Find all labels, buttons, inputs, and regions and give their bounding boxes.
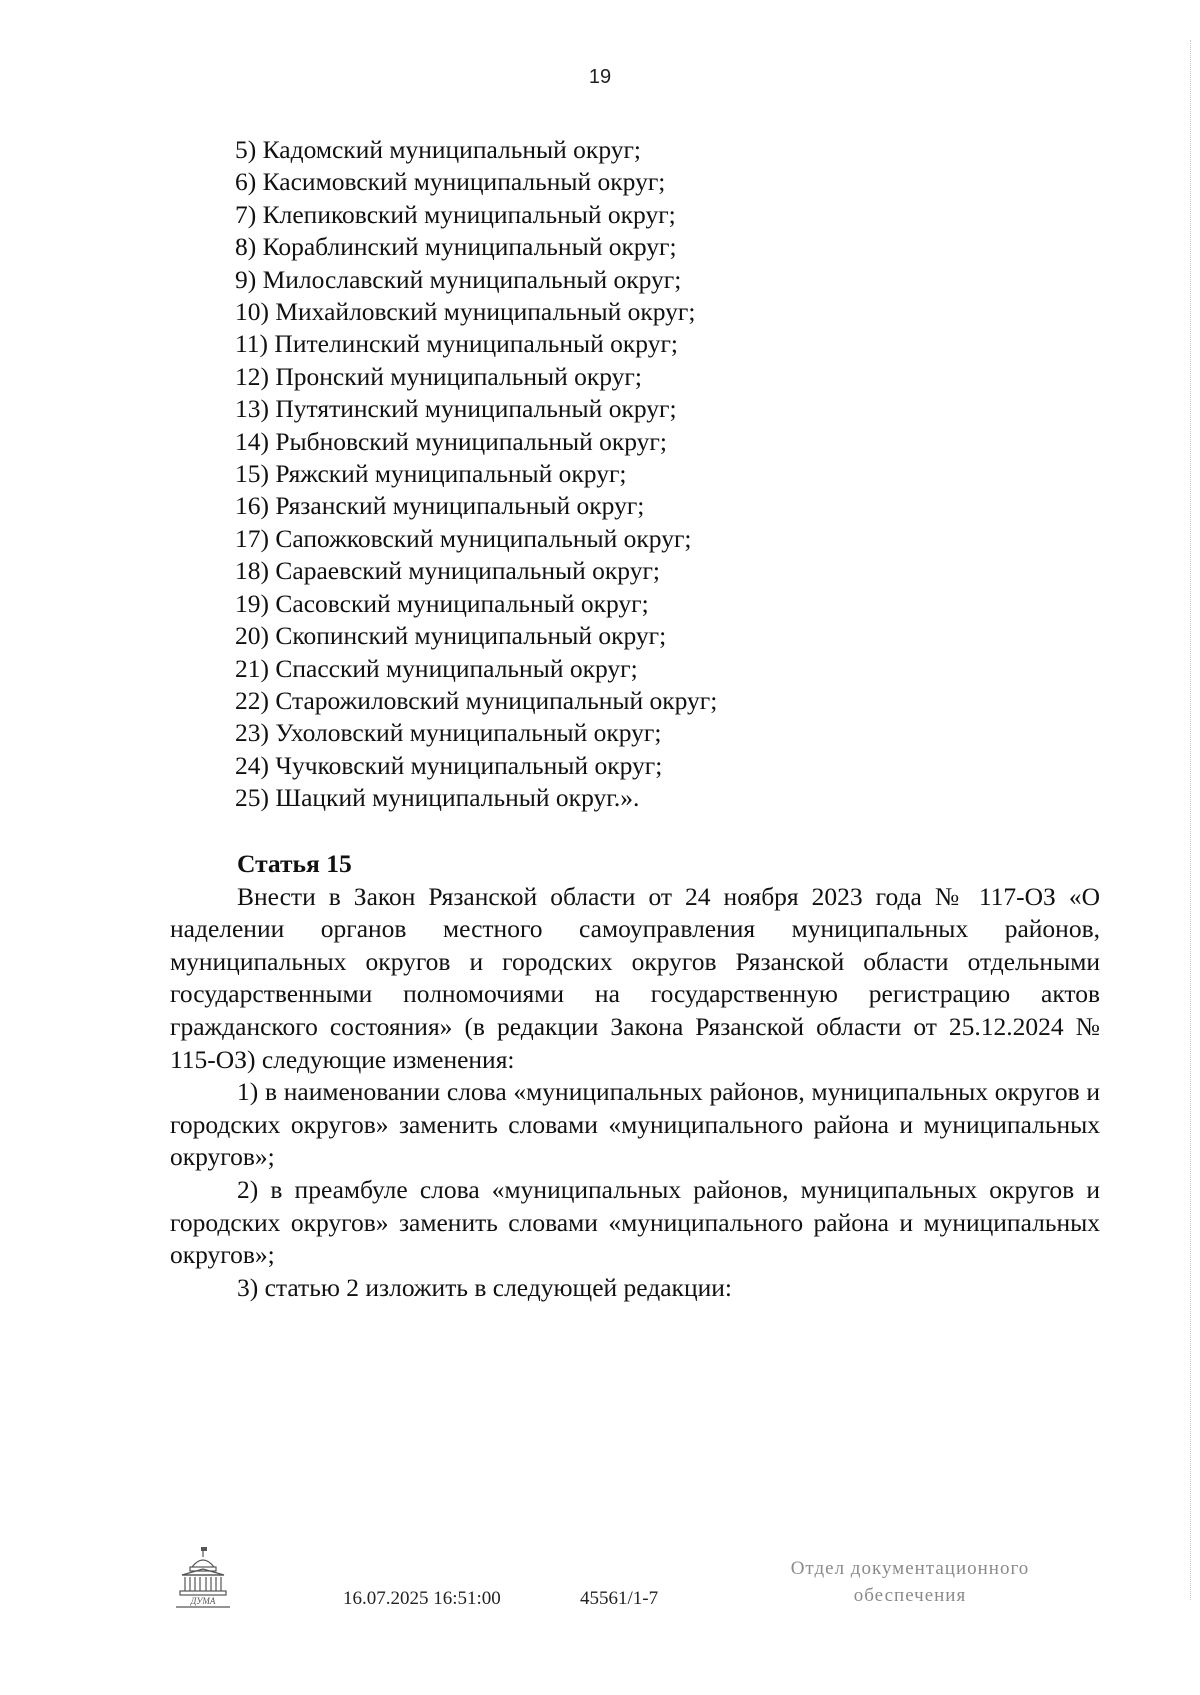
list-item: 12) Пронский муниципальный округ; xyxy=(235,361,642,391)
article-paragraph: 3) статью 2 изложить в следующей редакции: xyxy=(237,1272,732,1302)
list-item: 10) Михайловский муниципальный округ; xyxy=(235,297,696,327)
list-item: 8) Кораблинский муниципальный округ; xyxy=(235,232,677,262)
list-item: 19) Сасовский муниципальный округ; xyxy=(235,588,649,618)
list-item: 20) Скопинский муниципальный округ; xyxy=(235,621,667,651)
list-item: 5) Кадомский муниципальный округ; xyxy=(235,135,642,164)
list-item: 13) Путятинский муниципальный округ; xyxy=(235,394,677,424)
list-item: 9) Милославский муниципальный округ; xyxy=(235,264,682,294)
list-item: 18) Сараевский муниципальный округ; xyxy=(235,556,661,586)
stamp-line: Отдел документационного xyxy=(790,1558,1030,1579)
department-stamp xyxy=(745,1555,1075,1609)
article-15 xyxy=(170,848,1100,1304)
list-item: 11) Пителинский муниципальный округ; xyxy=(235,329,679,359)
list-item: 24) Чучковский муниципальный округ; xyxy=(235,750,663,780)
article-paragraph: 2) в преамбуле слова «муниципальных районов, муниципальных округов и городских округов» заменить словами «муниципального района и муниципальных округов»; xyxy=(170,1174,1100,1270)
list-item: 25) Шацкий муниципальный округ.». xyxy=(235,783,640,813)
list-item: 23) Ухоловский муниципальный округ; xyxy=(235,718,662,748)
article-title: Статья 15 xyxy=(237,849,352,878)
duma-emblem-icon xyxy=(170,1545,236,1611)
stamp-line: обеспечения xyxy=(853,1585,967,1606)
emblem-text: ДУМА xyxy=(190,1596,216,1606)
footer-datetime: 16.07.2025 16:51:00 xyxy=(343,1588,501,1609)
footer-doc-number: 45561/1-7 xyxy=(580,1588,659,1609)
list-item: 7) Клепиковский муниципальный округ; xyxy=(235,199,676,229)
list-item: 16) Рязанский муниципальный округ; xyxy=(235,491,645,521)
list-item: 15) Ряжский муниципальный округ; xyxy=(235,459,627,489)
page-number: 19 xyxy=(588,66,612,88)
list-item: 21) Спасский муниципальный округ; xyxy=(235,653,638,683)
list-item: 6) Касимовский муниципальный округ; xyxy=(235,167,666,197)
list-item: 17) Сапожковский муниципальный округ; xyxy=(235,523,692,553)
article-paragraph: 1) в наименовании слова «муниципальных районов, муниципальных округов и городских округов» заменить словами «муниципального района и муниципальных округов»; xyxy=(170,1077,1100,1172)
list-item: 14) Рыбновский муниципальный округ; xyxy=(235,426,667,456)
list-item: 22) Старожиловский муниципальный округ; xyxy=(235,685,718,715)
district-list xyxy=(235,134,717,815)
scan-binder-marks xyxy=(1190,40,1195,1600)
article-paragraph: Внести в Закон Рязанской области от 24 ноября 2023 года № 117-ОЗ «О наделении органов местного самоуправления муниципальных районов, муниципальных округов и городских округов Рязанской области отдельными государственными полномочиями на государственную регистрацию актов гражданского состояния» (в редакции Закона Рязанской области от 25.12.2024 № 115-ОЗ) следующие изменения: xyxy=(170,881,1100,1074)
